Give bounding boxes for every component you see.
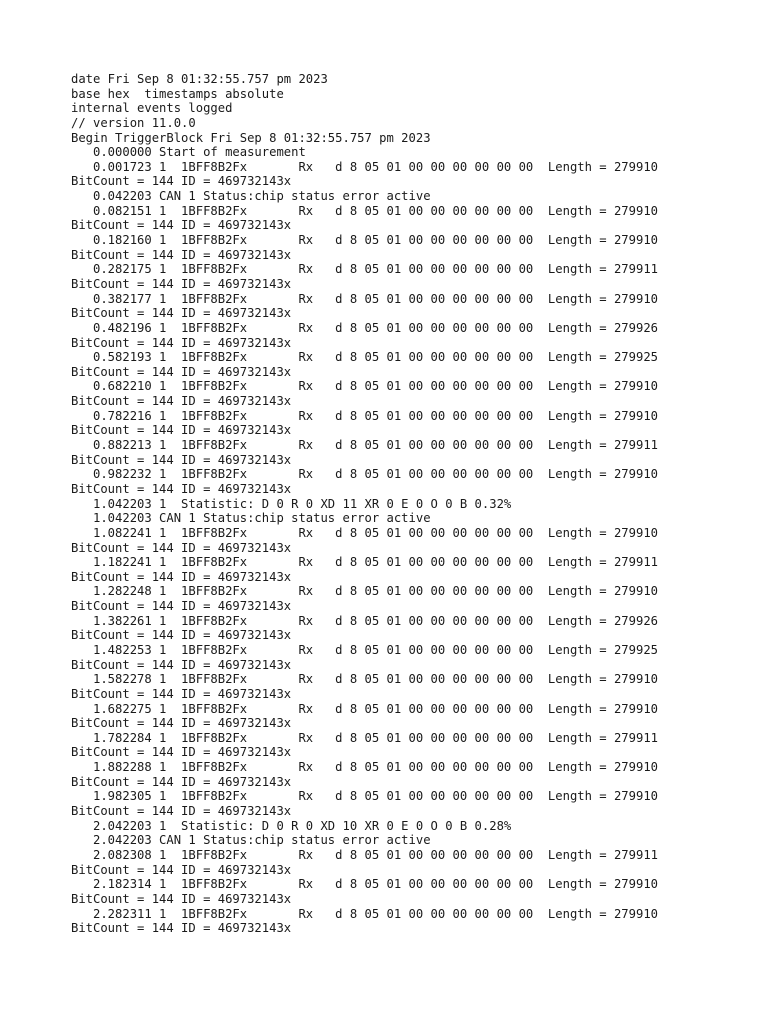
- log-line: BitCount = 144 ID = 469732143x: [71, 628, 292, 643]
- log-line: 2.042203 CAN 1 Status:chip status error active: [71, 833, 431, 848]
- log-line: Begin TriggerBlock Fri Sep 8 01:32:55.757 pm 2023: [71, 130, 431, 145]
- log-line: BitCount = 144 ID = 469732143x: [71, 276, 292, 291]
- log-line: 1.482253 1 1BFF8B2Fx Rx d 8 05 01 00 00 00 00 00 00 Length = 279925: [71, 642, 658, 657]
- log-line: 1.982305 1 1BFF8B2Fx Rx d 8 05 01 00 00 00 00 00 00 Length = 279910: [71, 789, 658, 804]
- log-line: 1.782284 1 1BFF8B2Fx Rx d 8 05 01 00 00 00 00 00 00 Length = 279911: [71, 730, 658, 745]
- log-line: 1.042203 CAN 1 Status:chip status error active: [71, 511, 431, 526]
- log-line: 0.882213 1 1BFF8B2Fx Rx d 8 05 01 00 00 00 00 00 00 Length = 279911: [71, 438, 658, 453]
- log-line: 1.582278 1 1BFF8B2Fx Rx d 8 05 01 00 00 00 00 00 00 Length = 279910: [71, 672, 658, 687]
- log-text: [71, 72, 658, 936]
- log-line: BitCount = 144 ID = 469732143x: [71, 774, 292, 789]
- log-line: BitCount = 144 ID = 469732143x: [71, 745, 292, 760]
- log-line: // version 11.0.0: [71, 115, 196, 130]
- log-line: 0.000000 Start of measurement: [71, 145, 306, 160]
- log-line: BitCount = 144 ID = 469732143x: [71, 174, 292, 189]
- log-line: BitCount = 144 ID = 469732143x: [71, 452, 292, 467]
- log-line: 0.082151 1 1BFF8B2Fx Rx d 8 05 01 00 00 00 00 00 00 Length = 279910: [71, 203, 658, 218]
- log-line: 1.082241 1 1BFF8B2Fx Rx d 8 05 01 00 00 00 00 00 00 Length = 279910: [71, 525, 658, 540]
- log-line: base hex timestamps absolute: [71, 86, 284, 101]
- log-line: 1.282248 1 1BFF8B2Fx Rx d 8 05 01 00 00 00 00 00 00 Length = 279910: [71, 584, 658, 599]
- log-line: 2.282311 1 1BFF8B2Fx Rx d 8 05 01 00 00 00 00 00 00 Length = 279910: [71, 906, 658, 921]
- log-line: 2.042203 1 Statistic: D 0 R 0 XD 10 XR 0 E 0 O 0 B 0.28%: [71, 818, 512, 833]
- log-line: BitCount = 144 ID = 469732143x: [71, 569, 292, 584]
- log-line: BitCount = 144 ID = 469732143x: [71, 394, 292, 409]
- log-line: BitCount = 144 ID = 469732143x: [71, 364, 292, 379]
- log-line: 0.042203 CAN 1 Status:chip status error active: [71, 189, 431, 204]
- log-line: 0.982232 1 1BFF8B2Fx Rx d 8 05 01 00 00 00 00 00 00 Length = 279910: [71, 467, 658, 482]
- log-line: 2.082308 1 1BFF8B2Fx Rx d 8 05 01 00 00 00 00 00 00 Length = 279911: [71, 847, 658, 862]
- log-line: BitCount = 144 ID = 469732143x: [71, 481, 292, 496]
- log-line: date Fri Sep 8 01:32:55.757 pm 2023: [71, 72, 328, 86]
- log-line: BitCount = 144 ID = 469732143x: [71, 804, 292, 819]
- log-line: 0.682210 1 1BFF8B2Fx Rx d 8 05 01 00 00 00 00 00 00 Length = 279910: [71, 379, 658, 394]
- log-line: 1.382261 1 1BFF8B2Fx Rx d 8 05 01 00 00 00 00 00 00 Length = 279926: [71, 613, 658, 628]
- log-line: BitCount = 144 ID = 469732143x: [71, 423, 292, 438]
- log-line: 0.282175 1 1BFF8B2Fx Rx d 8 05 01 00 00 00 00 00 00 Length = 279911: [71, 262, 658, 277]
- log-line: BitCount = 144 ID = 469732143x: [71, 657, 292, 672]
- log-line: BitCount = 144 ID = 469732143x: [71, 306, 292, 321]
- log-line: 0.582193 1 1BFF8B2Fx Rx d 8 05 01 00 00 00 00 00 00 Length = 279925: [71, 350, 658, 365]
- log-line: BitCount = 144 ID = 469732143x: [71, 335, 292, 350]
- log-line: BitCount = 144 ID = 469732143x: [71, 540, 292, 555]
- log-line: BitCount = 144 ID = 469732143x: [71, 921, 292, 936]
- log-line: 1.042203 1 Statistic: D 0 R 0 XD 11 XR 0 E 0 O 0 B 0.32%: [71, 496, 512, 511]
- log-line: internal events logged: [71, 101, 233, 116]
- log-line: BitCount = 144 ID = 469732143x: [71, 716, 292, 731]
- log-line: 1.682275 1 1BFF8B2Fx Rx d 8 05 01 00 00 00 00 00 00 Length = 279910: [71, 701, 658, 716]
- log-line: BitCount = 144 ID = 469732143x: [71, 218, 292, 233]
- log-line: 1.182241 1 1BFF8B2Fx Rx d 8 05 01 00 00 00 00 00 00 Length = 279911: [71, 555, 658, 570]
- log-line: BitCount = 144 ID = 469732143x: [71, 599, 292, 614]
- log-line: BitCount = 144 ID = 469732143x: [71, 862, 292, 877]
- log-line: 1.882288 1 1BFF8B2Fx Rx d 8 05 01 00 00 00 00 00 00 Length = 279910: [71, 760, 658, 775]
- log-line: 0.782216 1 1BFF8B2Fx Rx d 8 05 01 00 00 00 00 00 00 Length = 279910: [71, 408, 658, 423]
- log-line: BitCount = 144 ID = 469732143x: [71, 686, 292, 701]
- log-line: BitCount = 144 ID = 469732143x: [71, 247, 292, 262]
- log-line: 0.382177 1 1BFF8B2Fx Rx d 8 05 01 00 00 00 00 00 00 Length = 279910: [71, 291, 658, 306]
- log-line: 2.182314 1 1BFF8B2Fx Rx d 8 05 01 00 00 00 00 00 00 Length = 279910: [71, 877, 658, 892]
- log-line: 0.001723 1 1BFF8B2Fx Rx d 8 05 01 00 00 00 00 00 00 Length = 279910: [71, 159, 658, 174]
- log-line: 0.182160 1 1BFF8B2Fx Rx d 8 05 01 00 00 00 00 00 00 Length = 279910: [71, 233, 658, 248]
- log-line: 0.482196 1 1BFF8B2Fx Rx d 8 05 01 00 00 00 00 00 00 Length = 279926: [71, 320, 658, 335]
- log-line: BitCount = 144 ID = 469732143x: [71, 891, 292, 906]
